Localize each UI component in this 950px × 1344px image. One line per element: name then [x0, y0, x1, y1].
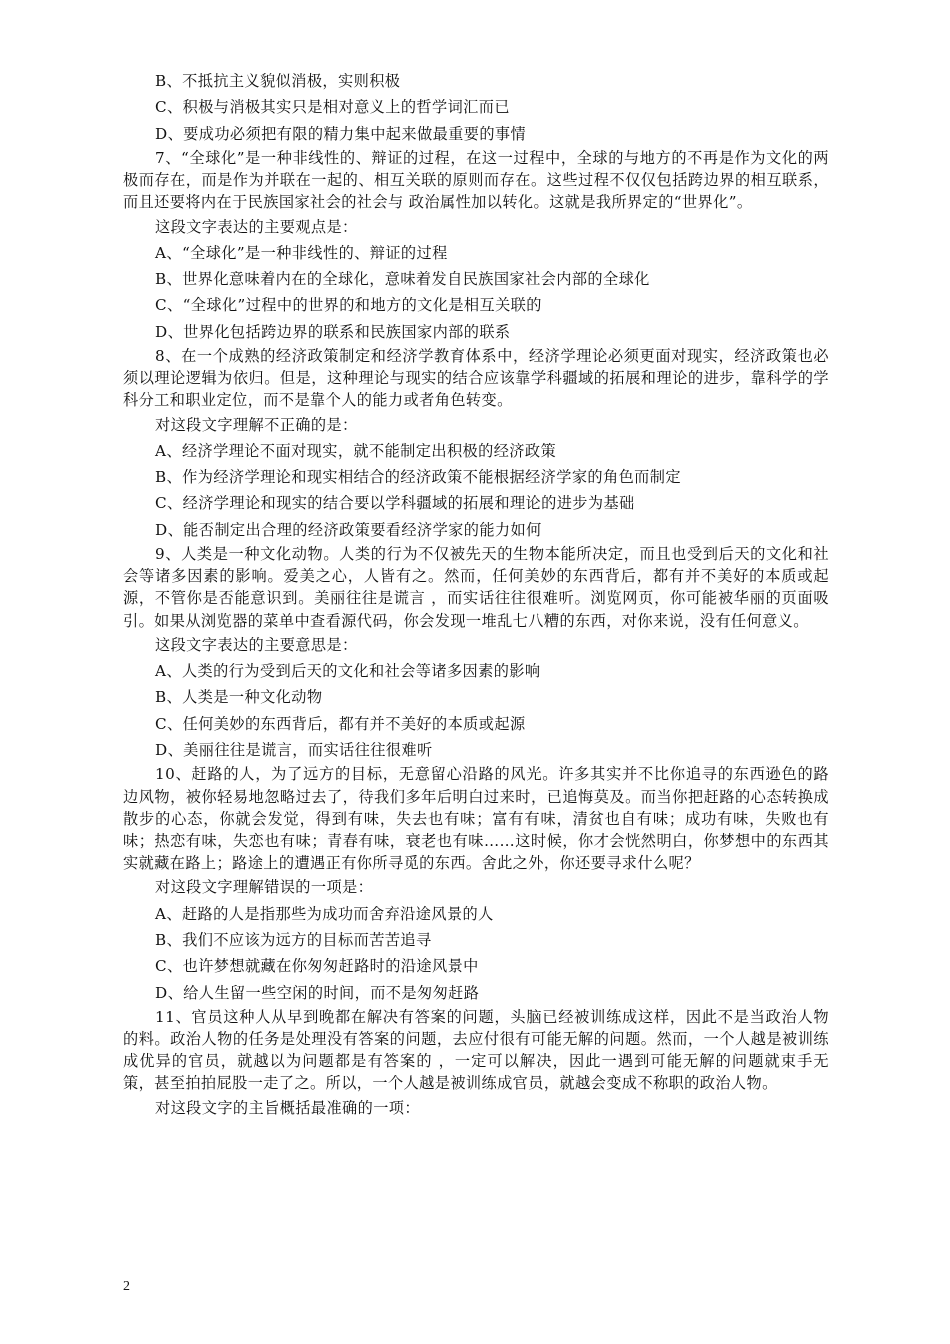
q9-passage: 9、人类是一种文化动物。人类的行为不仅被先天的生物本能所决定，而且也受到后天的文化和社会等诸多因素的影响。爱美之心，人皆有之。然而，任何美妙的东西背后，都有并不美好的本质或起源，不管你是否能意识到。美丽往往是谎言 ，而实话往往很难听。浏览网页，你可能被华丽的页面吸引。如果从浏览器的菜单中查看源代码，你会发现一堆乱七八糟的东西，对你来说，没有任何意义。: [123, 545, 829, 630]
q10-option-d: D、给人生留一些空闲的时间，而不是匆匆赶路: [155, 983, 480, 1002]
q7-option-b: B、世界化意味着内在的全球化，意味着发自民族国家社会内部的全球化: [155, 270, 650, 289]
q10-option-c: C、也许梦想就藏在你匆匆赶路时的沿途风景中: [155, 957, 479, 976]
q10-option-b: B、我们不应该为远方的目标而苦苦追寻: [155, 930, 432, 949]
q11-passage: 11、官员这种人从早到晚都在解决有答案的问题，头脑已经被训练成这样，因此不是当政治人物的料。政治人物的任务是处理没有答案的问题，去应付很有可能无解的问题。然而，一个人越是被训练成优异的官员，就越以为问题都是有答案的 ，一定可以解决，因此一遇到可能无解的问题就束手无策，甚至拍拍屁股一走了之。所以，一个人越是被训练成官员，就越会变成不称职的政治人物。: [123, 1007, 829, 1093]
q7-prompt: 这段文字表达的主要观点是：: [155, 217, 358, 236]
q8-option-c: C、经济学理论和现实的结合要以学科疆域的拓展和理论的进步为基础: [155, 494, 635, 513]
q8-prompt: 对这段文字理解不正确的是：: [155, 415, 358, 434]
q10-prompt: 对这段文字理解错误的一项是：: [155, 878, 374, 897]
q7-option-d: D、世界化包括跨边界的联系和民族国家内部的联系: [155, 322, 511, 341]
q11-prompt: 对这段文字的主旨概括最准确的一项：: [155, 1098, 420, 1117]
q9-option-d: D、美丽往往是谎言，而实话往往很难听: [155, 741, 433, 760]
q7-option-a: A、“全球化”是一种非线性的、辩证的过程: [155, 243, 448, 262]
q8-option-d: D、能否制定出合理的经济政策要看经济学家的能力如何: [155, 520, 542, 539]
q6-option-b: B、不抵抗主义貌似消极，实则积极: [155, 72, 401, 90]
q7-option-c: C、“全球化”过程中的世界的和地方的文化是相互关联的: [155, 296, 542, 315]
q8-passage: 8、在一个成熟的经济政策制定和经济学教育体系中，经济学理论必须更面对现实，经济政策也必须以理论逻辑为依归。但是，这种理论与现实的结合应该靠学科疆域的拓展和理论的进步，靠科学的学科分工和职业定位，而不是靠个人的能力或者角色转变。: [123, 346, 829, 410]
q8-option-a: A、经济学理论不面对现实，就不能制定出积极的经济政策: [155, 441, 557, 460]
q6-option-d: D、要成功必须把有限的精力集中起来做最重要的事情: [155, 124, 527, 143]
q10-passage: 10、赶路的人，为了远方的目标，无意留心沿路的风光。许多其实并不比你追寻的东西逊色的路边风物，被你轻易地忽略过去了，待我们多年后明白过来时，已追悔莫及。而当你把赶路的心态转换成散步的心态，你就会发觉，得到有味，失去也有味；富有有味，清贫也自有味；成功有味，失败也有味；热恋有味，失恋也有味；青春有味，衰老也有味……这时候，你才会恍然明白，你梦想中的东西其实就藏在路上；路途上的遭遇正有你所寻觅的东西。舍此之外，你还要寻求什么呢？: [123, 765, 829, 873]
q9-option-c: C、任何美妙的东西背后，都有并不美好的本质或起源: [155, 714, 526, 733]
q6-option-c: C、积极与消极其实只是相对意义上的哲学词汇而已: [155, 98, 510, 117]
q10-option-a: A、赶路的人是指那些为成功而舍弃沿途风景的人: [155, 904, 494, 923]
document-page: [123, 68, 829, 1121]
q9-option-b: B、人类是一种文化动物: [155, 688, 323, 707]
q8-option-b: B、作为经济学理论和现实相结合的经济政策不能根据经济学家的角色而制定: [155, 468, 681, 487]
q7-passage: 7、“全球化”是一种非线性的、辩证的过程，在这一过程中，全球的与地方的不再是作为文化的两极而存在，而是作为并联在一起的、相互关联的原则而存在。这些过程不仅仅包括跨边界的相互联系，而且还要将内在于民族国家社会的社会与 政治属性加以转化。这就是我所界定的“世界化”。: [123, 148, 829, 212]
page-number: 2: [123, 1279, 130, 1294]
q9-prompt: 这段文字表达的主要意思是：: [155, 635, 358, 654]
q9-option-a: A、人类的行为受到后天的文化和社会等诸多因素的影响: [155, 662, 541, 681]
